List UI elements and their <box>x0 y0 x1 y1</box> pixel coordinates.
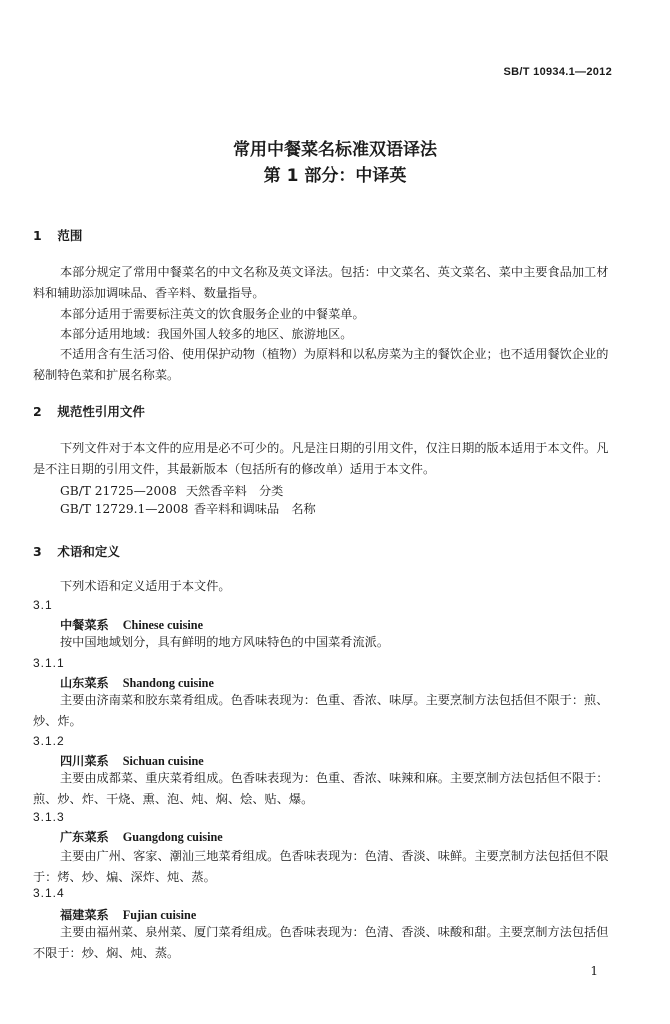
section-title: 范围 <box>57 228 83 243</box>
document-title: 常用中餐菜名标准双语译法 <box>233 140 437 160</box>
reference-name: 天然香辛料 分类 <box>185 484 284 498</box>
term-chinese: 中餐菜系 <box>60 618 109 632</box>
paragraph: 本部分规定了常用中餐菜名的中文名称及英文译法。包括：中文菜名、英文菜名、菜中主要食品加工材料和辅助添加调味品、香辛料、数量指导。 <box>33 265 609 300</box>
reference-name: 香辛料和调味品 名称 <box>193 502 316 516</box>
section-number: 1 <box>33 228 42 243</box>
term-english: Sichuan cuisine <box>122 754 204 768</box>
term-english: Shandong cuisine <box>122 676 214 690</box>
section-heading-terms <box>33 542 120 560</box>
section-number: 2 <box>33 404 42 419</box>
standard-code: SB/T 10934.1—2012 <box>503 66 612 78</box>
clause-number: 3.1 <box>33 598 53 612</box>
term-entry <box>60 616 203 633</box>
section-heading-scope <box>33 226 82 244</box>
term-entry <box>60 828 223 845</box>
term-english: Chinese cuisine <box>122 618 203 632</box>
term-definition: 主要由广州、客家、潮汕三地菜肴组成。色香味表现为：色清、香淡、味鲜。主要烹制方法包括但不限于：烤、炒、煸、深炸、炖、蒸。 <box>33 849 609 884</box>
paragraph: 下列术语和定义适用于本文件。 <box>60 579 231 593</box>
paragraph: 本部分适用地域：我国外国人较多的地区、旅游地区。 <box>60 327 353 341</box>
page-number: 1 <box>590 964 598 978</box>
reference-code: GB/T 21725—2008 <box>60 484 177 498</box>
section-title: 规范性引用文件 <box>57 404 145 419</box>
term-definition: 主要由福州菜、泉州菜、厦门菜肴组成。色香味表现为：色清、香淡、味酸和甜。主要烹制方法包括但不限于：炒、焖、炖、蒸。 <box>33 925 609 960</box>
term-chinese: 福建菜系 <box>60 908 109 922</box>
section-heading-normative-references <box>33 402 145 420</box>
term-chinese: 广东菜系 <box>60 830 109 844</box>
document-subtitle: 第 1 部分：中译英 <box>263 166 407 186</box>
reference-item <box>60 500 316 517</box>
clause-number: 3.1.2 <box>33 734 65 748</box>
paragraph: 本部分适用于需要标注英文的饮食服务企业的中餐菜单。 <box>60 307 365 321</box>
clause-number: 3.1.3 <box>33 810 65 824</box>
paragraph: 不适用含有生活习俗、使用保护动物（植物）为原料和以私房菜为主的餐饮企业；也不适用餐饮企业的秘制特色菜和扩展名称菜。 <box>33 347 609 382</box>
term-definition: 主要由成都菜、重庆菜肴组成。色香味表现为：色重、香浓、味辣和麻。主要烹制方法包括但不限于：煎、炒、炸、干烧、熏、泡、炖、焖、烩、贴、爆。 <box>33 771 609 806</box>
term-entry <box>60 674 214 691</box>
term-entry <box>60 752 204 769</box>
term-english: Fujian cuisine <box>122 908 197 922</box>
term-entry <box>60 906 196 923</box>
clause-number: 3.1.4 <box>33 886 65 900</box>
term-definition: 主要由济南菜和胶东菜肴组成。色香味表现为：色重、香浓、味厚。主要烹制方法包括但不限于：煎、炒、炸。 <box>33 693 609 728</box>
section-number: 3 <box>33 544 42 559</box>
term-chinese: 山东菜系 <box>60 676 109 690</box>
clause-number: 3.1.1 <box>33 656 65 670</box>
paragraph: 下列文件对于本文件的应用是必不可少的。凡是注日期的引用文件，仅注日期的版本适用于本文件。凡是不注日期的引用文件，其最新版本（包括所有的修改单）适用于本文件。 <box>33 441 609 476</box>
term-definition: 按中国地域划分，具有鲜明的地方风味特色的中国菜肴流派。 <box>60 635 390 649</box>
reference-code: GB/T 12729.1—2008 <box>60 502 189 516</box>
section-title: 术语和定义 <box>57 544 120 559</box>
term-english: Guangdong cuisine <box>122 830 223 844</box>
term-chinese: 四川菜系 <box>60 754 109 768</box>
reference-item <box>60 482 283 499</box>
